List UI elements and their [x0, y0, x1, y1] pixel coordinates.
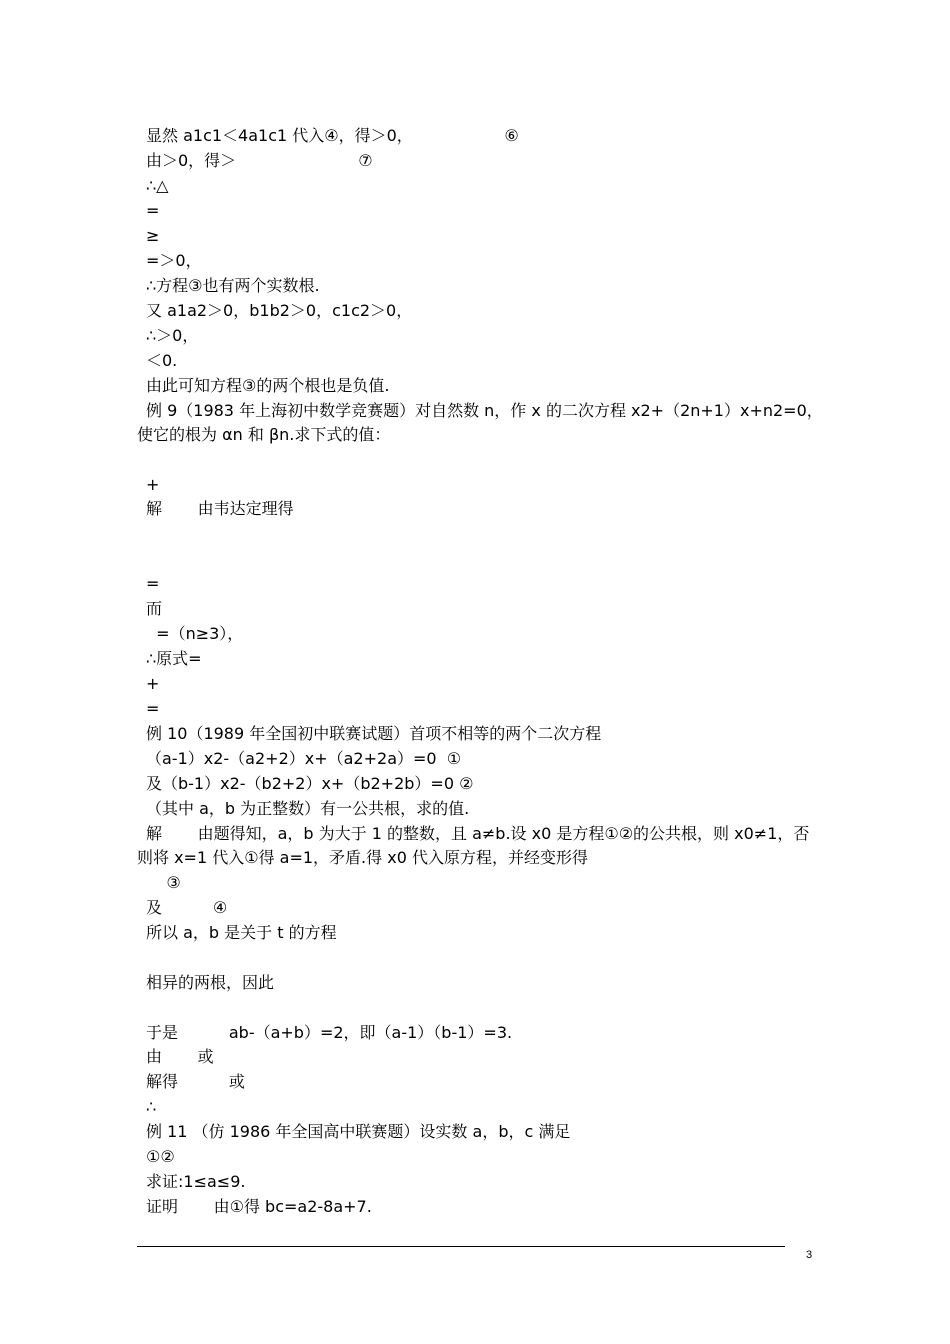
- text-line: 及（b-1）x2-（b2+2）x+（b2+2b）=0 ②: [146, 774, 474, 793]
- text-line: ∴△: [146, 176, 169, 195]
- text-line: （a-1）x2-（a2+2）x+（a2+2a）=0 ①: [146, 749, 462, 768]
- text-line: 所以 a，b 是关于 t 的方程: [146, 923, 337, 942]
- text-line: 例 9（1983 年上海初中数学竞赛题）对自然数 n，作 x 的二次方程 x2+（2n+1）x+n2=0，: [146, 401, 823, 420]
- text-line: ③: [146, 873, 181, 892]
- text-line: =＞0，: [146, 251, 202, 270]
- text-line: 相异的两根，因此: [146, 973, 275, 992]
- text-line: （其中 a，b 为正整数）有一公共根，求的值.: [146, 799, 470, 818]
- text-line: 于是 ab-（a+b）=2，即（a-1）（b-1）=3.: [146, 1023, 513, 1042]
- text-line: 解得 或: [146, 1072, 245, 1091]
- text-line: +: [146, 475, 160, 494]
- text-line: =: [146, 574, 160, 593]
- text-line: 由＞0，得＞ ⑦: [146, 151, 373, 170]
- text-line: ∴方程③也有两个实数根.: [146, 276, 320, 295]
- text-line: ∴＞0，: [146, 326, 199, 345]
- text-line: ∴: [146, 1097, 157, 1116]
- text-line: +: [146, 674, 160, 693]
- text-line: ∴原式=: [146, 649, 202, 668]
- text-line: 解 由题得知，a，b 为大于 1 的整数，且 a≠b.设 x0 是方程①②的公共根，则 x0≠1，否: [146, 824, 810, 843]
- text-line: 由此可知方程③的两个根也是负值.: [146, 376, 390, 395]
- text-line: 则将 x=1 代入①得 a=1，矛盾.得 x0 代入原方程，并经变形得: [137, 848, 588, 867]
- text-line: 求证:1≤a≤9.: [146, 1172, 246, 1191]
- text-line: ①②: [146, 1147, 175, 1166]
- text-line: ≥: [146, 226, 160, 245]
- text-line: 显然 a1c1＜4a1c1 代入④，得＞0， ⑥: [146, 126, 519, 145]
- text-line: 解 由韦达定理得: [146, 499, 294, 518]
- page-number: 3: [806, 1249, 813, 1261]
- text-line: 例 11 （仿 1986 年全国高中联赛题）设实数 a，b，c 满足: [146, 1122, 571, 1141]
- text-line: =（n≥3），: [146, 624, 244, 643]
- text-line: 例 10（1989 年全国初中联赛试题）首项不相等的两个二次方程: [146, 724, 602, 743]
- text-line: =: [146, 699, 160, 718]
- text-line: 由 或: [146, 1047, 214, 1066]
- text-line: ＜0.: [146, 351, 178, 370]
- text-line: =: [146, 201, 160, 220]
- text-line: 而: [146, 599, 163, 618]
- footer-divider: [137, 1246, 785, 1247]
- text-line: 证明 由①得 bc=a2-8a+7.: [146, 1197, 372, 1216]
- text-line: 及 ④: [146, 898, 228, 917]
- text-line: 使它的根为 αn 和 βn.求下式的值：: [137, 425, 391, 444]
- text-line: 又 a1a2＞0，b1b2＞0，c1c2＞0，: [146, 301, 413, 320]
